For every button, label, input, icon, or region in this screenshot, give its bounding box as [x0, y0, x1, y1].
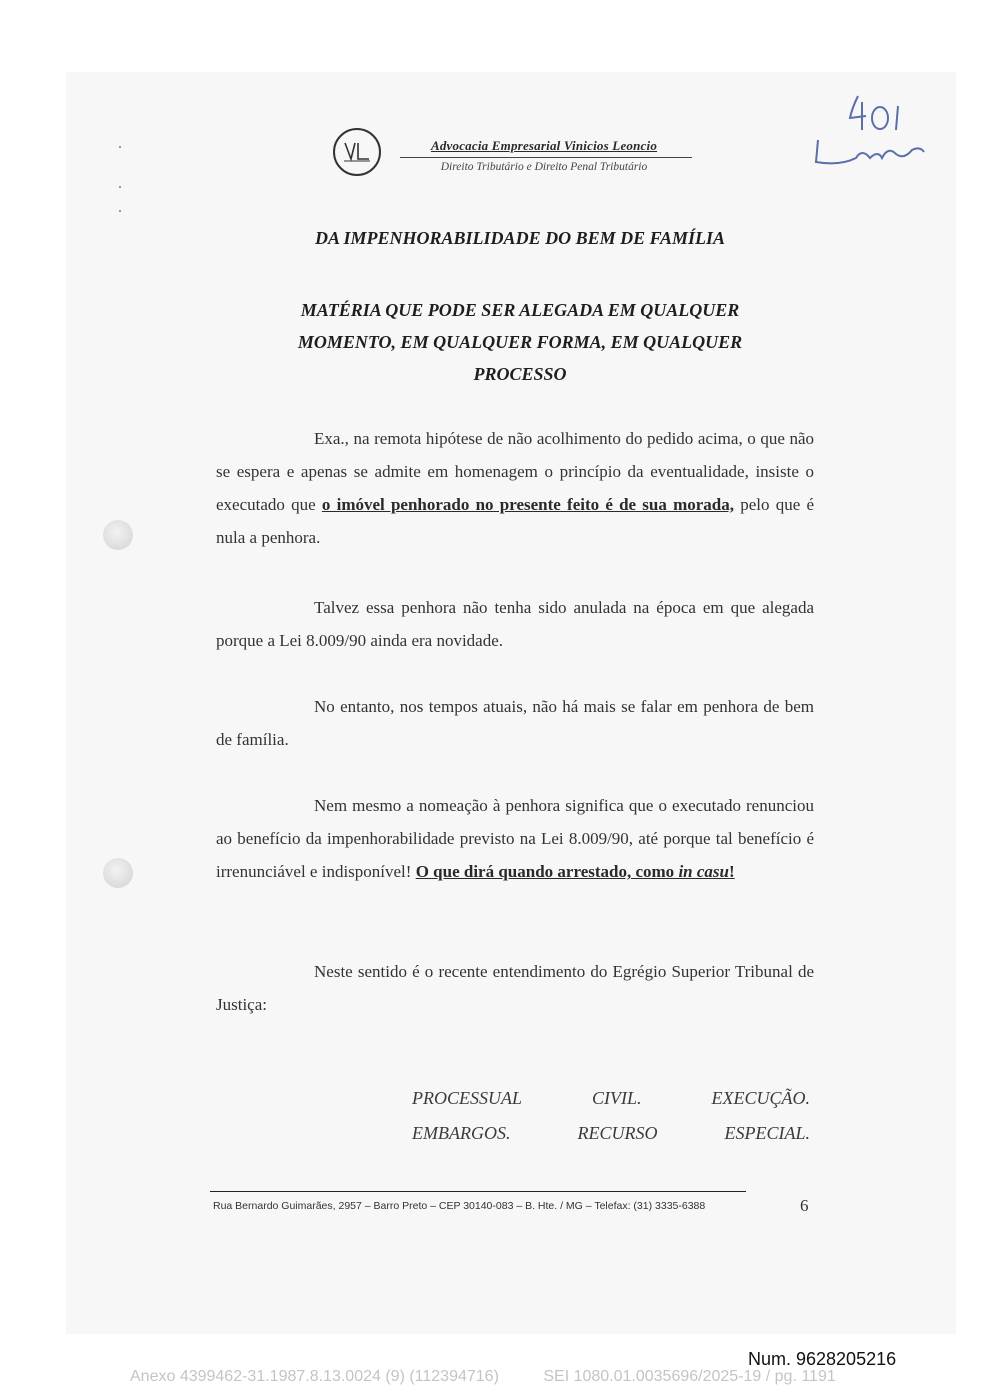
scan-speck [119, 210, 121, 212]
letterhead-rule [400, 157, 692, 158]
scan-speck [119, 146, 121, 148]
annex-stamp [130, 1368, 836, 1386]
punch-hole-bottom [103, 858, 133, 888]
section-title: DA IMPENHORABILIDADE DO BEM DE FAMÍLIA [315, 228, 725, 248]
subtitle-line: PROCESSO [473, 364, 567, 384]
quote-word: RECURSO [577, 1123, 658, 1143]
quote-word: CIVIL. [592, 1088, 642, 1108]
section-subtitle [200, 294, 840, 390]
paragraph: Talvez essa penhora não tenha sido anulada na época em que alegada porque a Lei 8.009/90 ainda era novidade. [216, 598, 814, 650]
quote-word: ESPECIAL. [724, 1123, 810, 1143]
firm-logo [333, 128, 381, 176]
firm-subtitle: Direito Tributário e Direito Penal Tributário [440, 161, 648, 173]
annex-id: Anexo 4399462-31.1987.8.13.0024 (9) (112394716) [130, 1368, 499, 1385]
quote-line [412, 1088, 810, 1109]
page-number: 6 [800, 1196, 809, 1215]
handwritten-annotation [800, 88, 940, 178]
footer-rule [210, 1191, 746, 1192]
subtitle-line: MATÉRIA QUE PODE SER ALEGADA EM QUALQUER [300, 300, 740, 320]
quote-word: PROCESSUAL [412, 1088, 522, 1108]
letterhead [396, 138, 692, 173]
latin-term: in casu [678, 862, 729, 881]
quote-word: EXECUÇÃO. [711, 1088, 810, 1108]
emphasis-text-part: O que dirá quando arrestado, como [415, 862, 679, 881]
quote-line [412, 1123, 810, 1144]
footer-address: Rua Bernardo Guimarães, 2957 – Barro Preto – CEP 30140-083 – B. Hte. / MG – Telefax: (31) 3335-6388 [213, 1200, 706, 1212]
paragraph [216, 789, 814, 888]
firm-name: Advocacia Empresarial Vinicios Leoncio [430, 138, 658, 153]
emphasis-text [416, 862, 735, 881]
sei-id: SEI 1080.01.0035696/2025-19 / pg. 1191 [543, 1368, 836, 1385]
paragraph [216, 422, 814, 554]
paragraph: No entanto, nos tempos atuais, não há mais se falar em penhora de bem de família. [216, 697, 814, 749]
punch-hole-top [103, 520, 133, 550]
subtitle-line: MOMENTO, EM QUALQUER FORMA, EM QUALQUER [297, 332, 743, 352]
paragraph-text: Exa., na remota hipótese de não acolhimento do pedido acima, o que não se espera e apenas se admite em homenagem o princípio da eventualidade, insiste o executado que [216, 429, 814, 514]
firm-monogram-icon [342, 139, 372, 165]
emphasis-text: o imóvel penhorado no presente feito é de sua morada, [321, 495, 735, 514]
document-number-stamp: Num. 9628205216 [748, 1349, 897, 1369]
scan-speck [119, 186, 121, 188]
paragraph-text: pelo que é nula a penhora. [216, 495, 815, 547]
paragraph-text: Nem mesmo a nomeação à penhora significa que o executado renunciou ao benefício da impenhorabilidade previsto na Lei 8.009/90, até porque tal benefício é irrenunciável e indisponível! [216, 796, 814, 881]
paragraph: Neste sentido é o recente entendimento do Egrégio Superior Tribunal de Justiça: [216, 962, 814, 1014]
emphasis-text-part: ! [728, 862, 735, 881]
quote-word: EMBARGOS. [412, 1123, 511, 1143]
